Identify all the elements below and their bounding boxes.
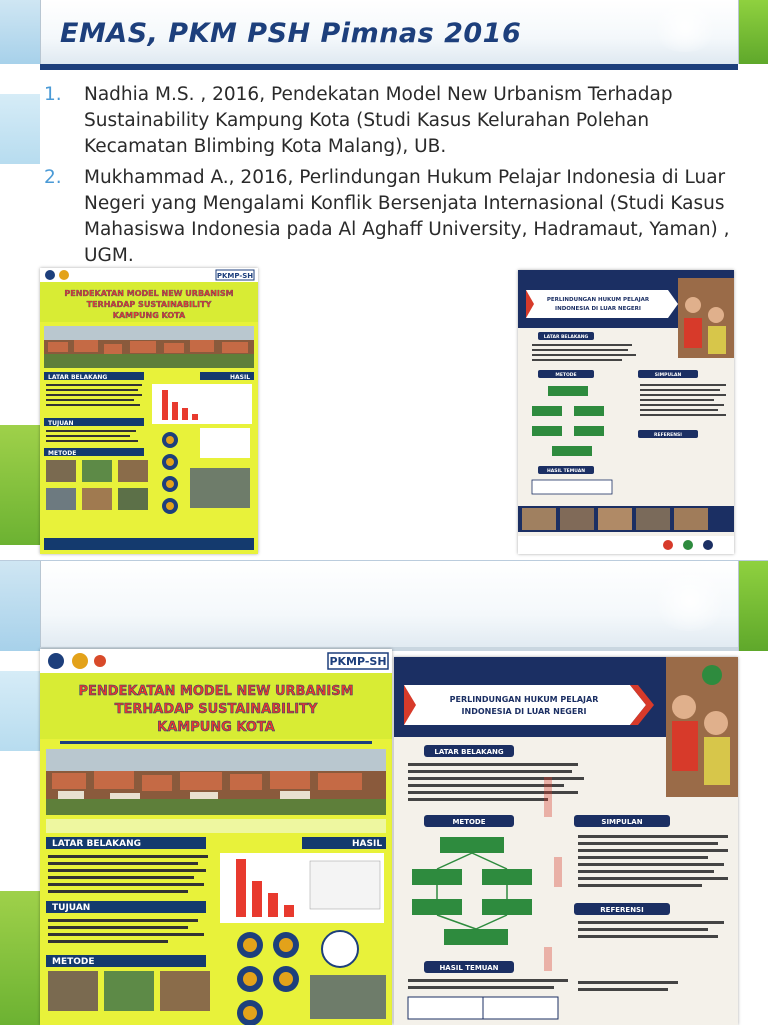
poster-title-line: PENDEKATAN MODEL NEW URBANISM — [78, 684, 354, 699]
list-number: 2. — [44, 167, 62, 188]
left-stripe — [0, 651, 40, 671]
reference-text: Mukhammad A., 2016, Perlindungan Hukum Pelajar Indonesia di Luar Negeri yang Mengalami Konflik Bersenjata Internasional (Studi Kasus Mahasiswa Indonesia pada Al Aghaff University, Hadramaut, Yaman) , UGM. — [84, 167, 730, 266]
slide-2 — [0, 560, 768, 1025]
poster-section-title: METODE — [48, 450, 77, 457]
title-underline — [40, 64, 738, 70]
poster-section-title: METODE — [52, 957, 95, 967]
left-accent-bar — [0, 561, 40, 651]
poster-section-title: REFERENSI — [654, 433, 682, 438]
divider — [40, 561, 41, 651]
poster-title-line: KAMPUNG KOTA — [157, 720, 275, 735]
green-accent-block — [738, 0, 768, 64]
left-stripe — [0, 891, 40, 1025]
poster-section-title: LATAR BELAKANG — [434, 748, 504, 756]
poster-urbanism-graphic — [40, 649, 392, 1025]
poster-section-title: HASIL — [230, 374, 251, 381]
divider — [738, 0, 739, 64]
poster-urbanism-graphic — [40, 268, 258, 554]
slide-title: EMAS, PKM PSH Pimnas 2016 — [60, 18, 522, 49]
poster-section-title: HASIL — [352, 839, 383, 849]
poster-section-title: SIMPULAN — [654, 373, 682, 378]
left-stripe — [0, 671, 40, 751]
poster-section-title: LATAR BELAKANG — [543, 335, 589, 340]
poster-section-title: LATAR BELAKANG — [52, 839, 142, 849]
poster-section-title: HASIL TEMUAN — [439, 964, 499, 972]
poster-title-line: PERLINDUNGAN HUKUM PELAJAR — [546, 297, 650, 303]
poster-title-line: INDONESIA DI LUAR NEGERI — [461, 707, 587, 716]
poster-title-line: PENDEKATAN MODEL NEW URBANISM — [64, 289, 234, 298]
poster-section-title: METODE — [555, 373, 577, 378]
left-stripe — [0, 64, 40, 94]
poster-title-line: KAMPUNG KOTA — [112, 311, 186, 320]
gloss-highlight — [650, 2, 720, 52]
poster-title-line: PERLINDUNGAN HUKUM PELAJAR — [449, 695, 599, 704]
poster-badge: PKMP-SH — [329, 655, 387, 668]
poster-section-title: METODE — [452, 818, 486, 826]
poster-perlindungan-graphic — [518, 270, 734, 554]
poster-title-line: TERHADAP SUSTAINABILITY — [114, 702, 318, 717]
poster-section-title: TUJUAN — [48, 420, 74, 427]
poster-section-title: SIMPULAN — [601, 818, 643, 826]
gloss-highlight — [650, 571, 730, 631]
reference-text: Nadhia M.S. , 2016, Pendekatan Model New Urbanism Terhadap Sustainability Kampung Kota (Studi Kasus Kelurahan Polehan Kecamatan Blimbing Kota Malang), UB. — [84, 84, 673, 157]
reference-list — [44, 82, 736, 274]
poster-section-title: REFERENSI — [600, 906, 644, 914]
poster-section-title: HASIL TEMUAN — [547, 469, 585, 474]
green-accent-block — [738, 561, 768, 651]
poster-title-line: TERHADAP SUSTAINABILITY — [86, 300, 212, 309]
divider — [738, 561, 739, 651]
left-stripe — [0, 94, 40, 164]
poster-badge: PKMP-SH — [216, 272, 254, 280]
poster-section-title: TUJUAN — [52, 903, 91, 913]
left-stripe — [0, 425, 40, 545]
poster-section-title: LATAR BELAKANG — [48, 374, 108, 381]
list-number: 1. — [44, 84, 62, 105]
poster-perlindungan-graphic — [394, 657, 738, 1025]
left-accent-bar — [0, 0, 40, 64]
poster-perlindungan-large — [394, 657, 738, 1025]
poster-urbanism-large — [40, 649, 392, 1025]
list-item — [44, 82, 736, 160]
divider — [40, 0, 41, 64]
poster-urbanism-thumbnail — [40, 268, 258, 554]
poster-perlindungan-thumbnail — [518, 270, 734, 554]
list-item — [44, 165, 736, 269]
poster-title-line: INDONESIA DI LUAR NEGERI — [555, 306, 641, 312]
